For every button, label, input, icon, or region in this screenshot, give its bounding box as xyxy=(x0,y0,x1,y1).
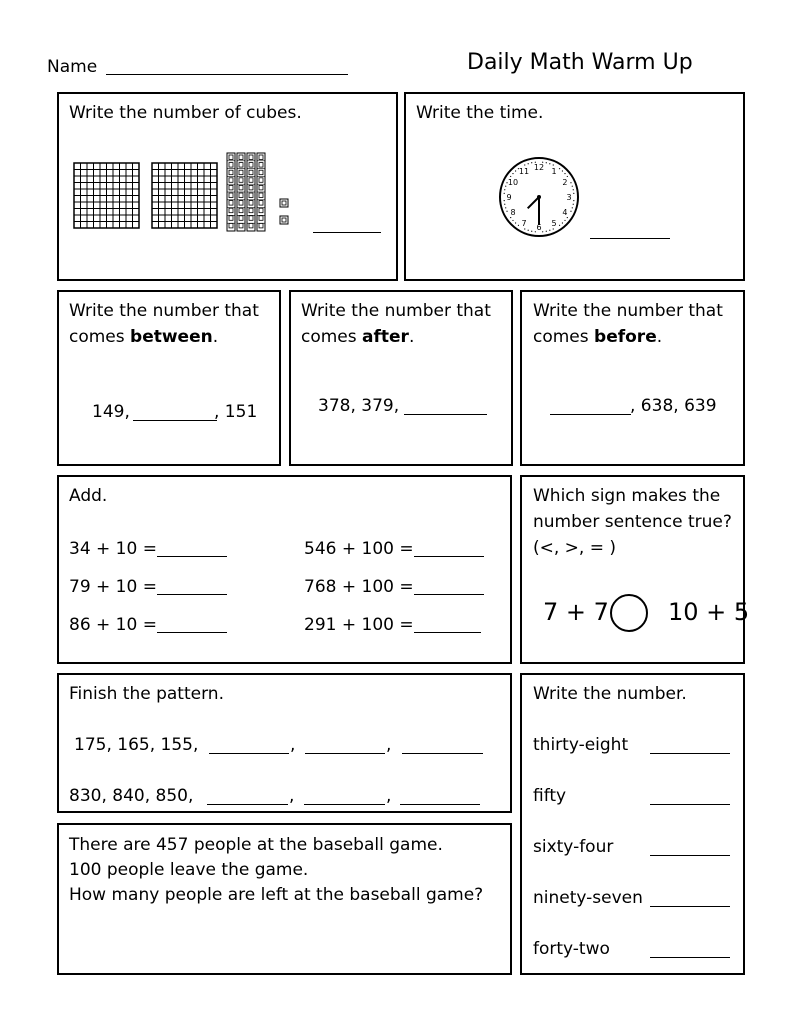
pattern-row1-answer-2[interactable] xyxy=(305,753,385,754)
pattern-row2-answer-3[interactable] xyxy=(400,804,480,805)
sign-prompt-line1: Which sign makes the xyxy=(533,486,721,506)
add-left-3-answer[interactable] xyxy=(157,632,227,633)
ten-rod xyxy=(227,153,235,231)
between-answer-line[interactable] xyxy=(133,420,217,421)
word-answer-line[interactable] xyxy=(650,753,730,754)
clock-tick xyxy=(512,173,513,174)
name-label: Name xyxy=(47,57,98,77)
after-panel xyxy=(289,290,513,466)
clock-tick xyxy=(504,200,505,201)
ten-rods xyxy=(227,153,265,231)
between-first: 149, xyxy=(92,402,130,422)
clock-tick xyxy=(542,162,543,163)
sign-prompt-line3: (<, >, = ) xyxy=(533,538,617,558)
clock-tick xyxy=(562,170,563,171)
clock-tick xyxy=(564,220,565,221)
clock-tick xyxy=(546,231,547,232)
between-panel xyxy=(57,290,281,466)
clock-tick xyxy=(567,217,568,218)
words-prompt: Write the number. xyxy=(533,684,687,704)
pattern-prompt: Finish the pattern. xyxy=(69,684,224,704)
before-answer-line[interactable] xyxy=(550,414,631,415)
add-right-3: 291 + 100 = xyxy=(304,615,414,635)
one-cubes xyxy=(280,199,288,224)
between-prompt-line1: Write the number that xyxy=(69,301,259,321)
add-prompt: Add. xyxy=(69,486,108,506)
word-item: fifty xyxy=(533,786,567,806)
base-ten-blocks xyxy=(69,149,319,234)
sign-left-expression: 7 + 7 xyxy=(543,598,609,626)
clock-tick xyxy=(524,164,525,165)
clock-tick xyxy=(573,193,574,194)
hundred-flat xyxy=(152,163,217,228)
before-prompt-line2: comes before. xyxy=(533,327,663,347)
clock-tick xyxy=(573,204,574,205)
clock-number: 7 xyxy=(521,218,527,228)
clock-tick xyxy=(506,211,507,212)
clock-number: 8 xyxy=(510,208,516,217)
clock xyxy=(498,156,580,238)
clock-number: 5 xyxy=(551,218,557,228)
after-prompt-line2: comes after. xyxy=(301,327,415,347)
story-line2: 100 people leave the game. xyxy=(69,860,309,880)
clock-tick xyxy=(510,217,511,218)
add-right-2-answer[interactable] xyxy=(414,594,484,595)
clock-tick xyxy=(573,200,574,201)
word-answer-line[interactable] xyxy=(650,855,730,856)
clock-tick xyxy=(535,162,536,163)
word-item: thirty-eight xyxy=(533,735,629,755)
clock-tick xyxy=(515,222,516,223)
clock-tick xyxy=(518,225,519,226)
add-left-3: 86 + 10 = xyxy=(69,615,157,635)
word-item: ninety-seven xyxy=(533,888,643,908)
clock-tick xyxy=(549,230,550,231)
comma: , xyxy=(386,735,392,755)
clock-tick xyxy=(504,193,505,194)
comma: , xyxy=(290,735,296,755)
clock-tick xyxy=(559,168,560,169)
cubes-panel xyxy=(57,92,398,281)
clock-number: 3 xyxy=(566,193,572,202)
add-left-2-answer[interactable] xyxy=(157,594,227,595)
clock-tick xyxy=(553,228,554,229)
sign-answer-circle[interactable] xyxy=(610,594,648,632)
after-answer-line[interactable] xyxy=(404,414,487,415)
clock-tick xyxy=(504,189,505,190)
sign-prompt-line2: number sentence true? xyxy=(533,512,732,532)
clock-tick xyxy=(505,186,506,187)
clock-tick xyxy=(572,186,573,187)
before-sequence: , 638, 639 xyxy=(630,396,717,416)
clock-number: 10 xyxy=(507,178,519,187)
clock-tick xyxy=(515,170,516,171)
ten-rod xyxy=(247,153,255,231)
clock-tick xyxy=(506,182,507,183)
add-left-1: 34 + 10 = xyxy=(69,539,157,559)
between-prompt-line2: comes between. xyxy=(69,327,219,347)
add-right-1: 546 + 100 = xyxy=(304,539,414,559)
clock-tick xyxy=(528,230,529,231)
word-item: sixty-four xyxy=(533,837,614,857)
between-last: , 151 xyxy=(214,402,258,422)
ten-rod xyxy=(257,153,265,231)
word-answer-line[interactable] xyxy=(650,804,730,805)
story-line3: How many people are left at the baseball game? xyxy=(69,885,484,905)
pattern-row2: 830, 840, 850, xyxy=(69,786,194,806)
time-answer-line[interactable] xyxy=(590,238,670,239)
comma: , xyxy=(289,786,295,806)
time-prompt: Write the time. xyxy=(416,103,544,123)
clock-tick xyxy=(518,168,519,169)
clock-tick xyxy=(573,189,574,190)
clock-tick xyxy=(562,222,563,223)
word-answer-line[interactable] xyxy=(650,957,730,958)
hundred-flat xyxy=(74,163,139,228)
story-panel xyxy=(57,823,512,975)
story-line1: There are 457 people at the baseball game. xyxy=(69,835,443,855)
after-sequence: 378, 379, xyxy=(318,396,400,416)
after-prompt-line1: Write the number that xyxy=(301,301,491,321)
clock-tick xyxy=(542,231,543,232)
clock-number: 1 xyxy=(551,167,557,177)
clock-tick xyxy=(559,225,560,226)
before-prompt-line1: Write the number that xyxy=(533,301,723,321)
clock-tick xyxy=(531,231,532,232)
clock-tick xyxy=(531,162,532,163)
clock-number: 9 xyxy=(506,193,512,202)
add-left-1-answer[interactable] xyxy=(157,556,227,557)
clock-center xyxy=(537,195,541,199)
ten-rod xyxy=(237,153,245,231)
clock-number: 12 xyxy=(533,163,545,172)
pattern-row1-answer-3[interactable] xyxy=(402,753,483,754)
sign-right-expression: 10 + 5 xyxy=(668,598,750,626)
clock-tick xyxy=(504,204,505,205)
words-panel xyxy=(520,673,745,975)
pattern-row2-answer-1[interactable] xyxy=(207,804,288,805)
before-panel xyxy=(520,290,745,466)
clock-tick xyxy=(553,164,554,165)
clock-tick xyxy=(570,211,571,212)
one-cube xyxy=(280,199,288,207)
clock-tick xyxy=(546,162,547,163)
add-left-2: 79 + 10 = xyxy=(69,577,157,597)
clock-tick xyxy=(572,207,573,208)
word-answer-line[interactable] xyxy=(650,906,730,907)
add-panel xyxy=(57,475,512,664)
add-right-1-answer[interactable] xyxy=(414,556,484,557)
clock-tick xyxy=(524,228,525,229)
clock-tick xyxy=(564,173,565,174)
pattern-row1-answer-1[interactable] xyxy=(209,753,289,754)
clock-tick xyxy=(535,231,536,232)
name-input-line[interactable] xyxy=(106,74,348,75)
clock-tick xyxy=(510,176,511,177)
clock-tick xyxy=(528,163,529,164)
pattern-row1: 175, 165, 155, xyxy=(74,735,199,755)
clock-number: 4 xyxy=(562,208,568,217)
clock-number: 6 xyxy=(536,223,542,232)
one-cube xyxy=(280,216,288,224)
clock-tick xyxy=(505,207,506,208)
clock-tick xyxy=(512,220,513,221)
pattern-panel xyxy=(57,673,512,813)
page-title: Daily Math Warm Up xyxy=(467,50,693,75)
clock-tick xyxy=(567,176,568,177)
clock-tick xyxy=(549,163,550,164)
clock-number: 2 xyxy=(562,178,568,187)
add-right-3-answer[interactable] xyxy=(414,632,481,633)
word-item: forty-two xyxy=(533,939,610,959)
clock-number: 11 xyxy=(518,167,530,177)
clock-tick xyxy=(570,182,571,183)
sign-panel xyxy=(520,475,750,664)
cubes-answer-line[interactable] xyxy=(313,232,381,233)
add-right-2: 768 + 100 = xyxy=(304,577,414,597)
cubes-prompt: Write the number of cubes. xyxy=(69,103,302,123)
time-panel xyxy=(404,92,745,281)
pattern-row2-answer-2[interactable] xyxy=(304,804,385,805)
comma: , xyxy=(386,786,392,806)
